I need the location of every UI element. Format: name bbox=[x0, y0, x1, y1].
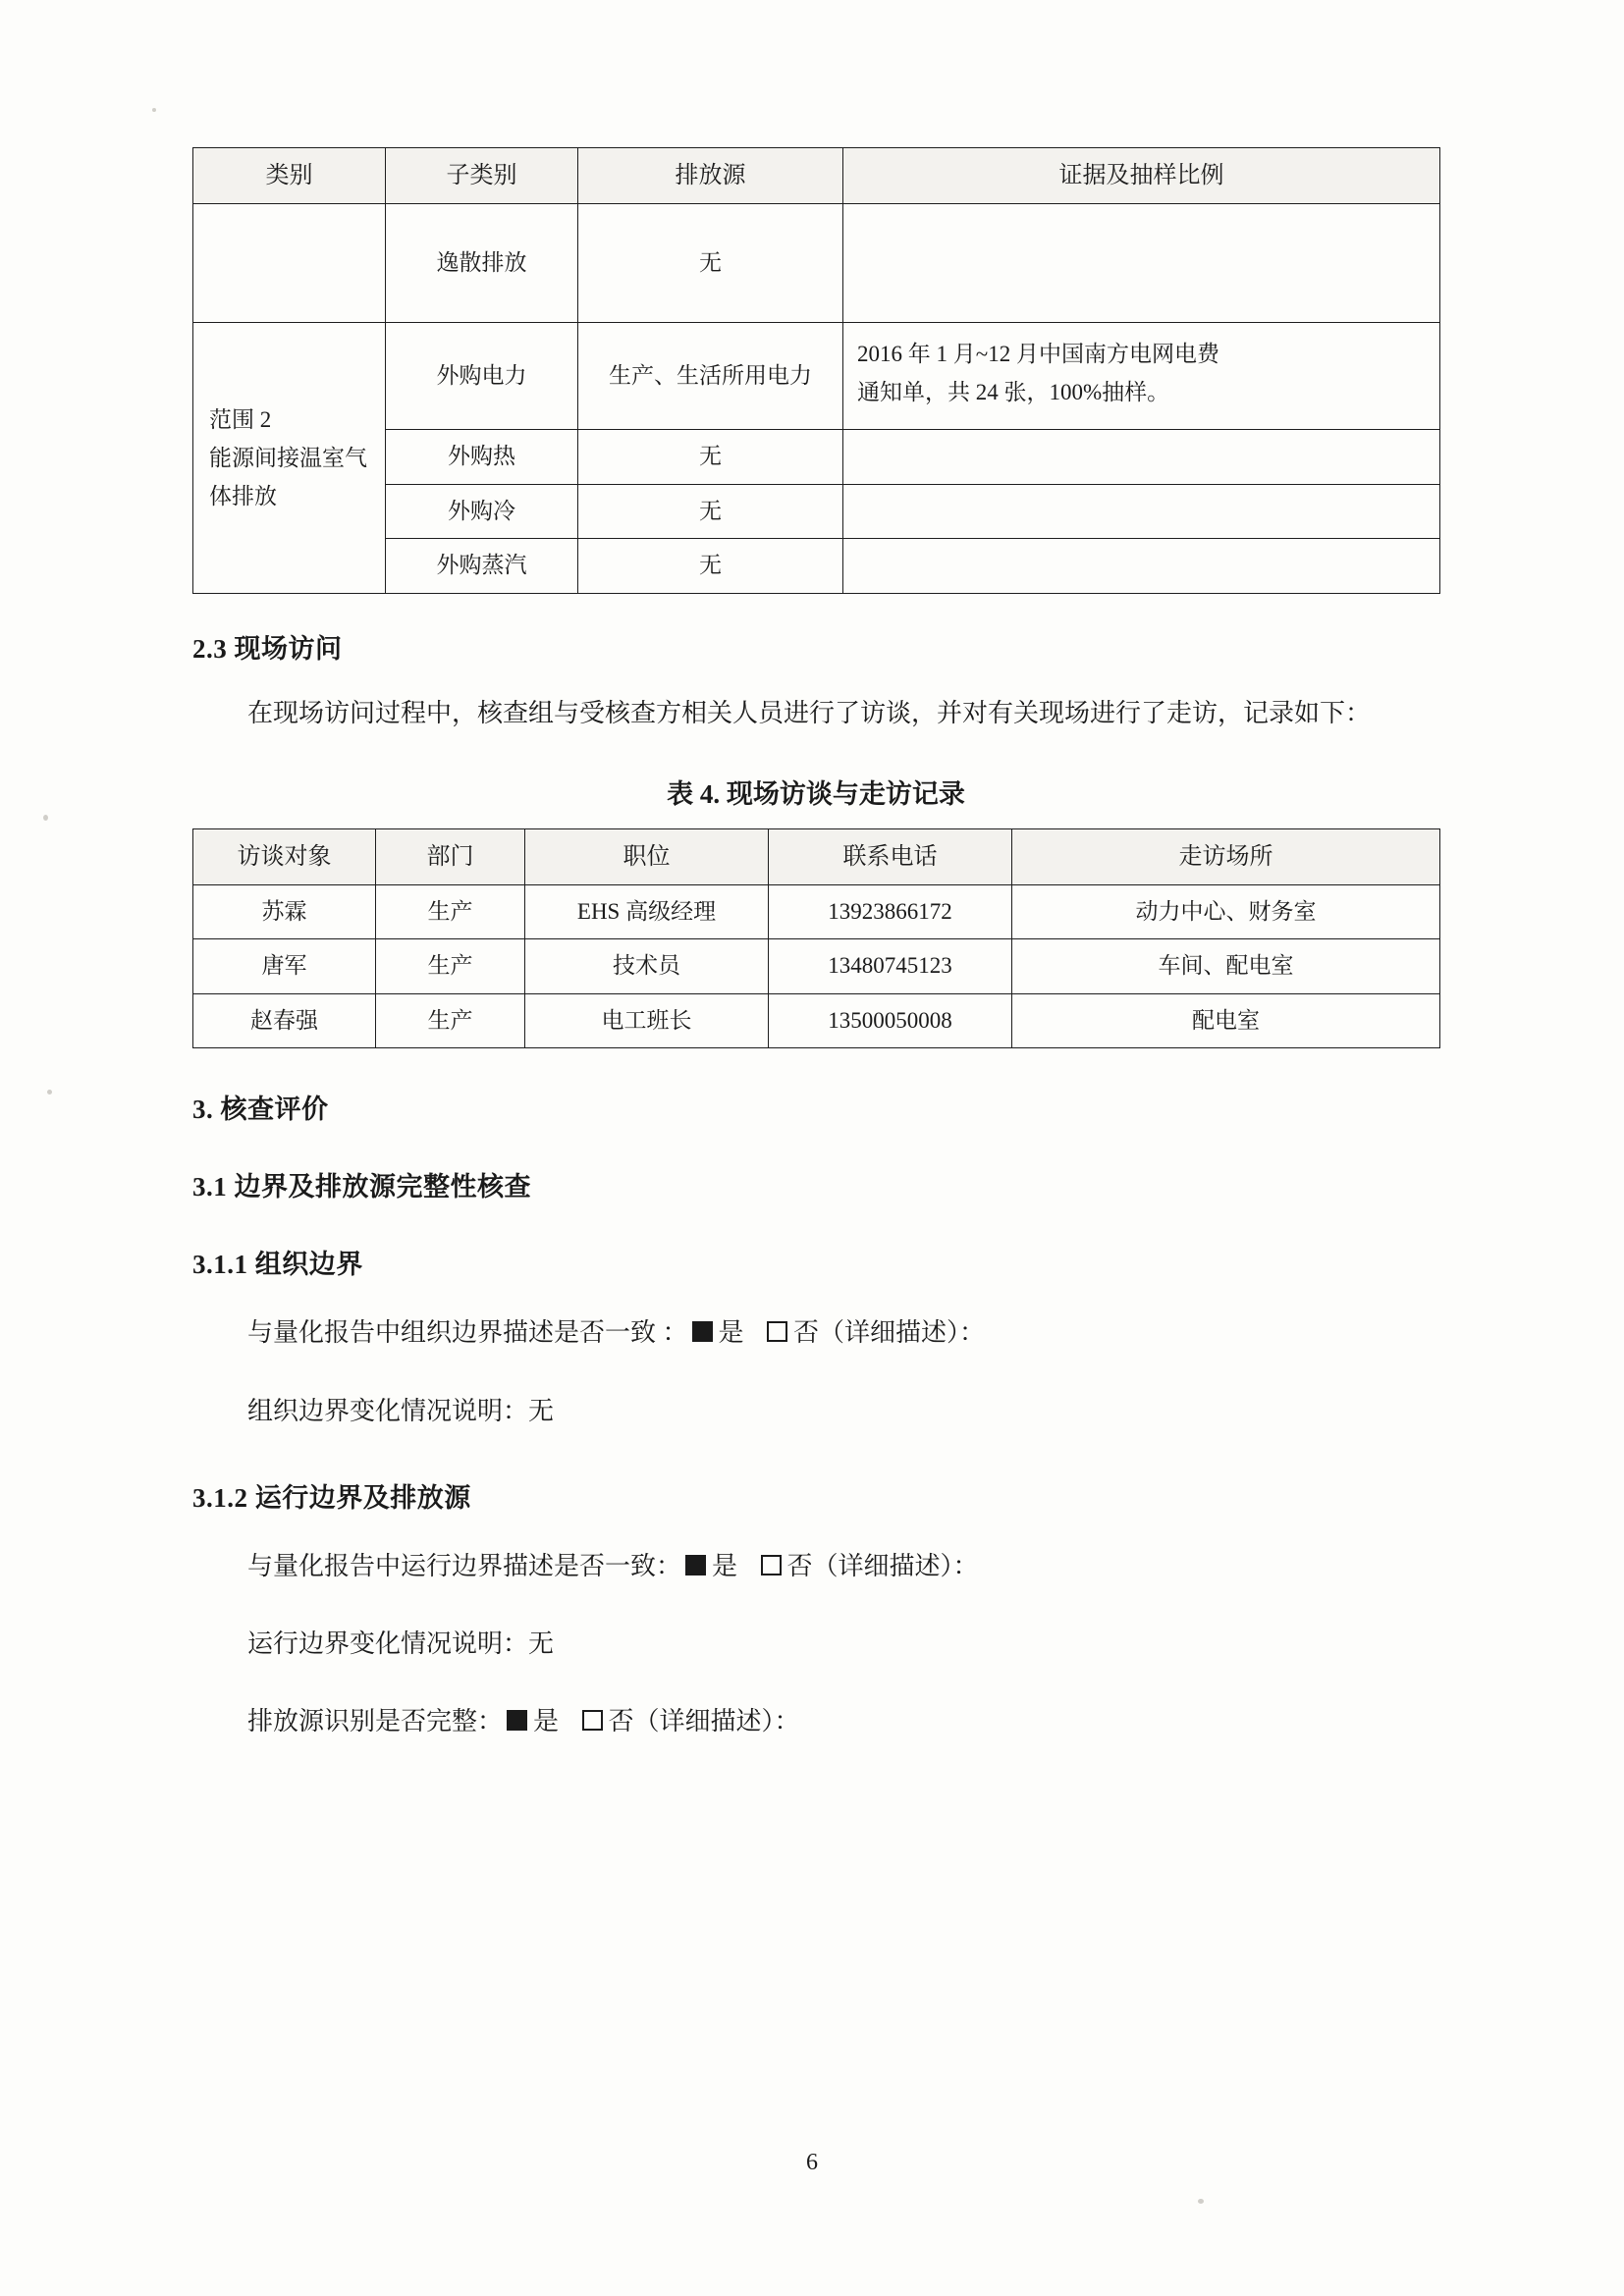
scan-speck bbox=[43, 815, 48, 821]
completeness-suffix-source: （详细描述）： bbox=[633, 1707, 800, 1736]
cell-department: 生产 bbox=[376, 884, 525, 939]
completeness-line-source bbox=[192, 1695, 1439, 1747]
operation-boundary-change-note: 运行边界变化情况说明：无 bbox=[247, 1629, 555, 1659]
cell-position: EHS 高级经理 bbox=[525, 884, 769, 939]
cell-interviewee: 赵春强 bbox=[193, 993, 376, 1048]
cell-location: 车间、配电室 bbox=[1012, 939, 1440, 994]
cell-source: 无 bbox=[578, 430, 843, 485]
cell-subcategory: 逸散排放 bbox=[386, 204, 578, 323]
paragraph-2-3: 在现场访问过程中，核查组与受核查方相关人员进行了访谈，并对有关现场进行了走访，记录如下： bbox=[247, 698, 1372, 727]
consistency-suffix-organization: （详细描述）： bbox=[819, 1318, 986, 1348]
col-header-evidence: 证据及抽样比例 bbox=[843, 148, 1440, 204]
page-number: 6 bbox=[806, 2150, 818, 2175]
checkbox-no-organization[interactable] bbox=[767, 1321, 787, 1342]
cell-department: 生产 bbox=[376, 993, 525, 1048]
table-header-row bbox=[193, 828, 1440, 884]
table-row bbox=[193, 993, 1440, 1048]
page-content bbox=[192, 147, 1439, 1748]
heading-3-1-1: 3.1.1 组织边界 bbox=[192, 1250, 363, 1280]
col-header-subcategory: 子类别 bbox=[386, 148, 578, 204]
heading-3-1: 3.1 边界及排放源完整性核查 bbox=[192, 1172, 531, 1202]
cell-category-empty bbox=[193, 204, 386, 323]
cell-location: 动力中心、财务室 bbox=[1012, 884, 1440, 939]
col-header-category: 类别 bbox=[193, 148, 386, 204]
cell-evidence bbox=[843, 539, 1440, 594]
heading-3: 3. 核查评价 bbox=[192, 1095, 329, 1125]
evidence-line-2: 通知单，共 24 张，100%抽样。 bbox=[857, 380, 1170, 405]
table-row bbox=[193, 204, 1440, 323]
cell-subcategory: 外购冷 bbox=[386, 484, 578, 539]
checkbox-yes-operation[interactable] bbox=[685, 1555, 706, 1575]
table-row bbox=[193, 323, 1440, 430]
table-row bbox=[193, 939, 1440, 994]
heading-3-1-2: 3.1.2 运行边界及排放源 bbox=[192, 1482, 471, 1513]
cell-position: 技术员 bbox=[525, 939, 769, 994]
cell-position: 电工班长 bbox=[525, 993, 769, 1048]
label-no-operation: 否 bbox=[786, 1551, 813, 1580]
cell-phone: 13923866172 bbox=[769, 884, 1012, 939]
cell-source: 无 bbox=[578, 539, 843, 594]
col-header-source: 排放源 bbox=[578, 148, 843, 204]
emission-source-table bbox=[192, 147, 1440, 594]
scan-speck bbox=[47, 1090, 52, 1095]
heading-2-3: 2.3 现场访问 bbox=[192, 633, 343, 664]
cell-interviewee: 苏霖 bbox=[193, 884, 376, 939]
label-yes-organization: 是 bbox=[718, 1318, 744, 1348]
col-header-phone: 联系电话 bbox=[769, 828, 1012, 884]
scope-label-line-3: 体排放 bbox=[209, 483, 277, 508]
cell-phone: 13500050008 bbox=[769, 993, 1012, 1048]
consistency-line-operation bbox=[192, 1540, 1439, 1592]
cell-evidence bbox=[843, 484, 1440, 539]
cell-evidence bbox=[843, 323, 1440, 430]
table-row bbox=[193, 884, 1440, 939]
checkbox-yes-organization[interactable] bbox=[692, 1321, 713, 1342]
col-header-interviewee: 访谈对象 bbox=[193, 828, 376, 884]
cell-source: 生产、生活所用电力 bbox=[578, 323, 843, 430]
col-header-location: 走访场所 bbox=[1012, 828, 1440, 884]
cell-evidence bbox=[843, 430, 1440, 485]
cell-subcategory: 外购电力 bbox=[386, 323, 578, 430]
scope-label-line-1: 范围 2 bbox=[209, 406, 272, 432]
consistency-suffix-operation: （详细描述）： bbox=[812, 1551, 979, 1580]
col-header-department: 部门 bbox=[376, 828, 525, 884]
cell-scope-label bbox=[193, 323, 386, 594]
table-header-row bbox=[193, 148, 1440, 204]
organization-boundary-change-note: 组织边界变化情况说明：无 bbox=[247, 1396, 555, 1425]
checkbox-no-source[interactable] bbox=[582, 1710, 603, 1731]
col-header-position: 职位 bbox=[525, 828, 769, 884]
cell-source: 无 bbox=[578, 484, 843, 539]
cell-location: 配电室 bbox=[1012, 993, 1440, 1048]
label-yes-source: 是 bbox=[533, 1707, 560, 1736]
label-no-source: 否 bbox=[608, 1707, 634, 1736]
consistency-line-organization bbox=[192, 1307, 1439, 1359]
label-yes-operation: 是 bbox=[712, 1551, 738, 1580]
cell-subcategory: 外购蒸汽 bbox=[386, 539, 578, 594]
consistency-prefix-operation: 与量化报告中运行边界描述是否一致： bbox=[247, 1551, 682, 1580]
cell-evidence bbox=[843, 204, 1440, 323]
evidence-line-1: 2016 年 1 月~12 月中国南方电网电费 bbox=[857, 342, 1219, 366]
label-no-organization: 否 bbox=[793, 1318, 820, 1348]
scope-label-line-2: 能源间接温室气 bbox=[209, 445, 367, 470]
consistency-prefix-organization: 与量化报告中组织边界描述是否一致 ： bbox=[247, 1318, 688, 1348]
cell-subcategory: 外购热 bbox=[386, 430, 578, 485]
checkbox-yes-source[interactable] bbox=[507, 1710, 527, 1731]
cell-source: 无 bbox=[578, 204, 843, 323]
cell-interviewee: 唐军 bbox=[193, 939, 376, 994]
completeness-prefix-source: 排放源识别是否完整： bbox=[247, 1707, 504, 1736]
checkbox-no-operation[interactable] bbox=[761, 1555, 782, 1575]
interview-record-table bbox=[192, 828, 1440, 1049]
scan-speck bbox=[1198, 2199, 1204, 2204]
interview-table-title: 表 4. 现场访谈与走访记录 bbox=[667, 778, 965, 809]
scan-speck bbox=[152, 108, 156, 112]
cell-department: 生产 bbox=[376, 939, 525, 994]
cell-phone: 13480745123 bbox=[769, 939, 1012, 994]
